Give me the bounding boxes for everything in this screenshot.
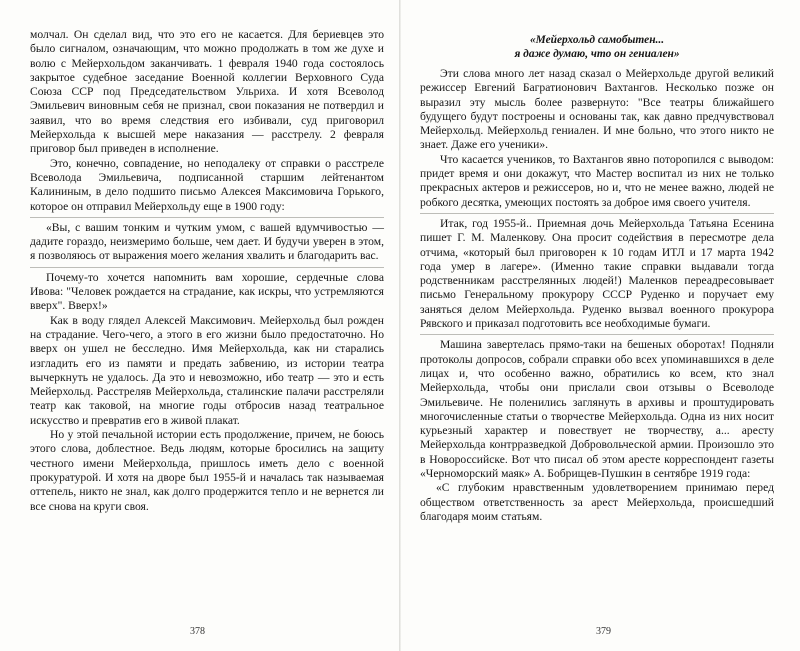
section-rule-2 (420, 334, 774, 335)
right-paragraph-3: Итак, год 1955-й.. Приемная дочь Мейерхольда Татьяна Есенина пишет Г. М. Маленкову. Она просит содействия в пересмотре дела отчима, «который был приговорен к 10 годам ИТЛ и 17 марта 1942 года умер в лагере». (Именно такие справки выдавали тогда родственникам расстрелянных людей!) Маленков переадресовывает письмо Генеральному прокурору СССР Руденко и поручает ему заняться делом Мейерхольда. Руденко вызвал военного прокурора Рявского и приказал подготовить все необходимые бумаги. (420, 216, 774, 331)
section-heading (420, 34, 774, 61)
left-paragraph-5: Как в воду глядел Алексей Максимович. Мейерхольд был рожден на страдание. Чего-чего, а этого в его жизни было предостаточно. Но вверх он ушел не бесследно. Имя Мейерхольда, как ни старались изгладить его из памяти и предать забвению, из истории театра вычеркнуть не удалось. Да это и невозможно, ибо театр — это и есть Мейерхольд. Расстреляв Мейерхольда, сталинские палачи расстреляли театр как таковой, на многие годы отбросив назад театральное искусство и превратив его в живой плакат. (30, 313, 384, 427)
right-paragraph-1: Эти слова много лет назад сказал о Мейерхольде другой великий режиссер Евгений Багратионович Вахтангов. Несколько позже он выразил эту мысль более развернуто: "Все театры ближайшего будущего будут построены и основаны так, как давно предчувствовал Мейерхольд. Мейерхольд гениален. И мне больно, что этого никто не знает. Даже его ученики». (420, 67, 774, 152)
quote-rule-bottom (30, 267, 384, 268)
section-heading-line-1: «Мейерхольд самобытен... (529, 34, 665, 46)
left-page-number: 378 (190, 626, 205, 637)
right-paragraph-4: Машина завертелась прямо-таки на бешеных оборотах! Подняли протоколы допросов, собрали справки обо всех упоминавшихся в деле лицах и, что особенно важно, обратились ко всем, кто знал Мейерхольда, чтобы они прислали свои отзывы о Всеволоде Эмильевиче. Не поленились заглянуть в архивы и проштудировать многочисленные статьи о творчестве Мейерхольда. Одна из них носит курьезный характер и повествует не творчеству, а... аресту Мейерхольда контрразведкой Добровольческой армии. Произошло это в Новороссийске. Вот что писал об этом аресте корреспондент газеты «Черноморский маяк» А. Бобрищев-Пушкин в сентябре 1919 года: (420, 338, 774, 481)
right-page (420, 28, 774, 628)
left-page (30, 28, 384, 628)
section-rule-1 (420, 213, 774, 214)
right-page-number: 379 (596, 626, 611, 637)
left-paragraph-6: Но у этой печальной истории есть продолжение, причем, не боюсь этого слова, доблестное. Ведь людям, которые бросились на защиту честного имени Мейерхольда, пришлось иметь дело с военной прокуратурой. И хотя на дворе был 1955-й и началась так называемая оттепель, никто не знал, как долго продержится тепло и не вернется ли все снова на круги своя. (30, 428, 384, 513)
quote-rule-top (30, 217, 384, 218)
newspaper-quote: «С глубоким нравственным удовлетворением принимаю перед обществом ответственность за арест Мейерхольда, происшедший благодаря моим статьям. (420, 481, 774, 523)
left-paragraph-1: молчал. Он сделал вид, что это его не касается. Для бериевцев это было сигналом, означающим, что можно продолжать в том же духе и волю с Мейерхольдом заканчивать. 1 февраля 1940 года состоялось закрытое судебное заседание Военной коллегии Верховного Суда Союза ССР под Председательством Ульриха. И хотя Всеволод Эмильевич виновным себя не признал, свои показания не потвердил и заявил, что во время следствия его избивали, суд приговорил Мейерхольда к высшей мере наказания — расстрелу. 2 февраля приговор был приведен в исполнение. (30, 28, 384, 156)
left-paragraph-2: Это, конечно, совпадение, но неподалеку от справки о расстреле Всеволода Эмильевича, подписанной старшим лейтенантом Калининым, в дело подшито письмо Алексея Максимовича Горького, которое он отправил Мейерхольду еще в 1900 году: (30, 156, 384, 213)
gorky-quote-2: Почему-то хочется напомнить вам хорошие, сердечные слова Ивова: "Человек рождается на страдание, как искры, что устремляются вверх". Вверх!» (30, 270, 384, 313)
section-heading-line-2: я даже думаю, что он гениален» (514, 47, 680, 60)
book-gutter (399, 0, 401, 651)
gorky-quote-1: «Вы, с вашим тонким и чутким умом, с вашей вдумчивостью — дадите гораздо, неизмеримо больше, чем дает. И будучи уверен в этом, я позволяюсь от выражения моего желания хвалить и благодарить вас. (30, 220, 384, 263)
right-paragraph-2: Что касается учеников, то Вахтангов явно поторопился с выводом: придет время и они докажут, что Мастер воспитал из них не только прекрасных актеров и режиссеров, но и, что не менее важно, людей не робкого десятка, умеющих постоять за доброе имя своего учителя. (420, 152, 774, 209)
